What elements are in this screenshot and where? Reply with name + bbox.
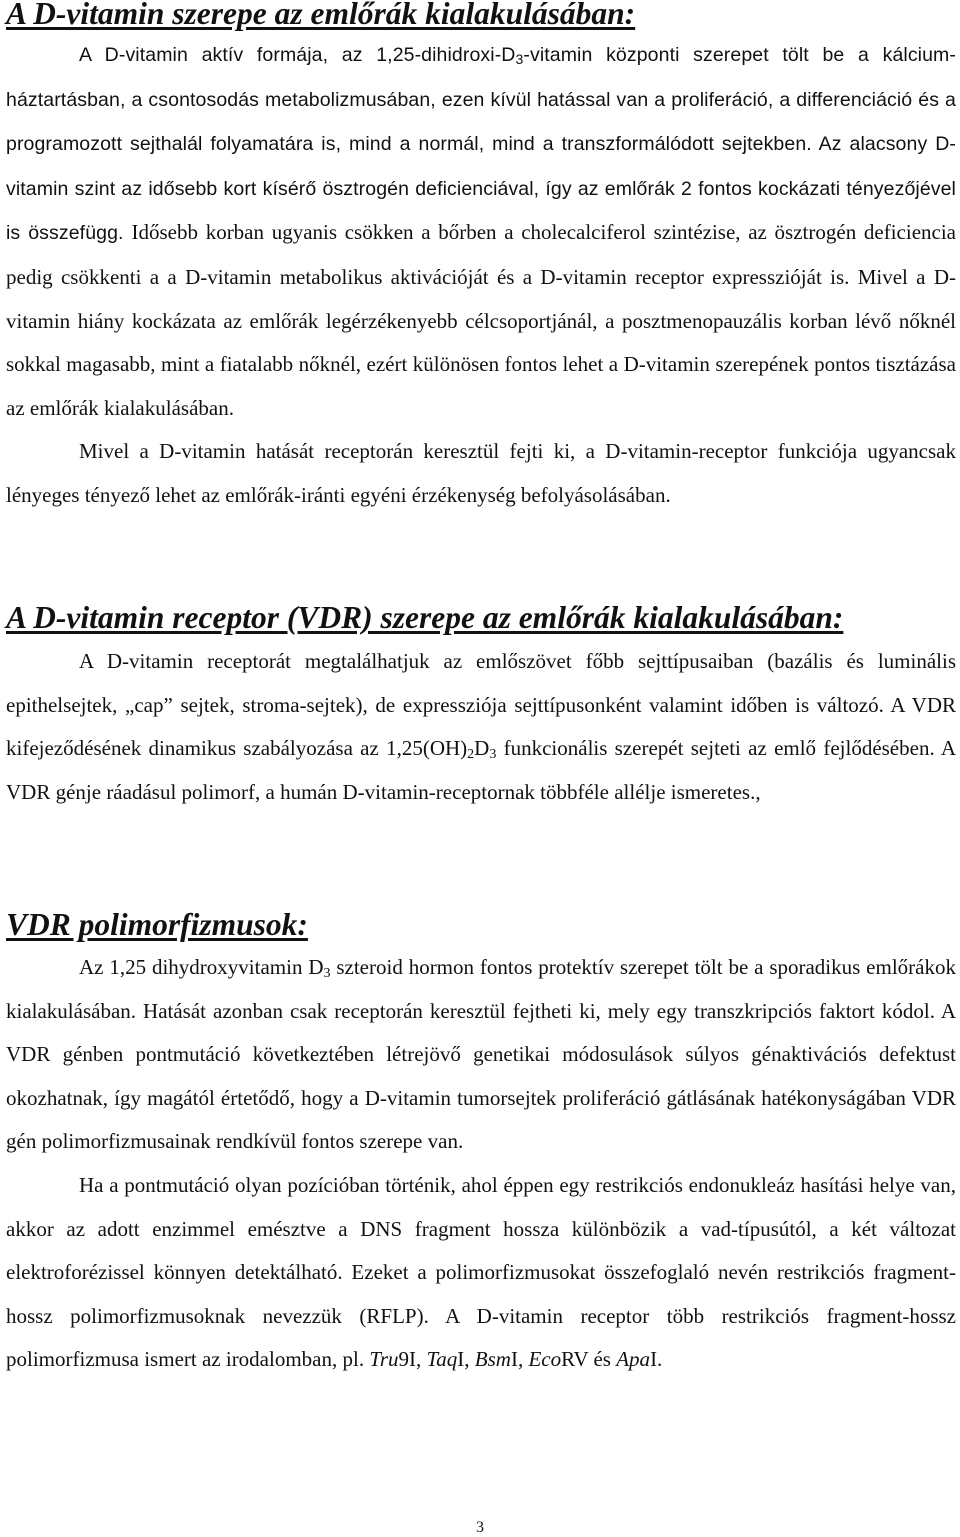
text-run: 9I, (398, 1347, 427, 1372)
section-body-vdr-polymorphisms (6, 946, 956, 1382)
text-run: Tru (369, 1347, 399, 1372)
paragraph (6, 640, 956, 814)
text-run: 3 (323, 966, 331, 981)
text-run: Bsm (474, 1347, 511, 1372)
section-body-vdr-role (6, 640, 956, 814)
text-run: I. (650, 1347, 663, 1372)
text-run: I, (457, 1347, 475, 1372)
paragraph (6, 33, 956, 430)
text-run: 3 (515, 51, 524, 67)
text-run: funkcionális szerepét sejteti az emlő fejlődésében. A VDR génje ráadásul polimorf, a humán D-vitamin-receptornak többféle allélje ismeretes., (6, 736, 956, 804)
text-run: szteroid hormon fontos protektív szerepet tölt be a sporadikus emlőrákok kialakulásában. Hatását azonban csak receptorán keresztül fejtheti ki, mely egy transzkripciós faktort kódol. A VDR génben pontmutáció következtében létrejövő genetikai módosulások súlyos génaktivációs defektust okozhatnak, így magától értetődő, hogy a D-vitamin tumorsejtek proliferáció gátlásának hatékonyságában VDR gén polimorfizmusainak rendkívül fontos szerepe van. (6, 955, 956, 1154)
text-run: Ha a pontmutáció olyan pozícióban történik, ahol éppen egy restrikciós endonukleáz hasítási helye van, akkor az adott enzimmel emésztve a DNS fragment hossza különbözik a vad-típusútól, a két változat elektroforézissel könnyen detektálható. Ezeket a polimorfizmusokat összefoglaló nevén restrikciós fragment-hossz polimorfizmusoknak nevezzük (RFLP). A D-vitamin receptor több restrikciós fragment-hossz polimorfizmusa ismert az irodalomban, pl. (6, 1172, 956, 1372)
text-run: 2 (467, 747, 475, 763)
page-number: 3 (476, 1519, 484, 1536)
text-run: A D-vitamin aktív formája, az 1,25-dihidroxi-D (79, 44, 516, 66)
text-run: 3 (489, 747, 497, 763)
paragraph (6, 1164, 956, 1382)
text-run: I, (510, 1347, 529, 1372)
text-run: Apa (616, 1347, 651, 1372)
section-heading-vdr-polymorphisms: VDR polimorfizmusok: (6, 907, 308, 942)
section-heading-vdr-role: A D-vitamin receptor (VDR) szerepe az emlőrák kialakulásában: (6, 600, 844, 635)
text-run: Idősebb korban ugyanis csökken a bőrben a cholecalciferol szintézise, az ösztrogén deficiencia pedig csökkenti a a D-vitamin metabolikus aktivációját és a D-vitamin receptor expresszióját is. Mivel a D-vitamin hiány kockázata az emlőrák legérzékenyebb célcsoportjánál, a posztmenopauzális korban lévő nőknél sokkal magasabb, mint a fiatalabb nőknél, ezért különösen fontos lehet a D-vitamin szerepének pontos tisztázása az emlőrák kialakulásában. (6, 220, 956, 420)
section-body-vitamin-d-role (6, 33, 956, 518)
text-run: Mivel a D-vitamin hatását receptorán keresztül fejti ki, a D-vitamin-receptor funkciója ugyancsak lényeges tényező lehet az emlőrák-iránti egyéni érzékenység befolyásolásában. (6, 439, 956, 507)
text-run: Eco (528, 1347, 562, 1372)
text-run: Az alacsony D-vitamin szint az idősebb kort kísérő ösztrogén deficienciával, így az emlőrák 2 fontos kockázati tényezőjével is összefügg. (6, 133, 956, 245)
text-run: A D-vitamin receptorát megtalálhatjuk az emlőszövet főbb sejttípusaiban (bazális és luminális epithelsejtek, „cap” sejtek, stroma-sejtek), de expressziója sejttípusonként valamint időben is változó. A VDR kifejeződésének dinamikus szabályozása az 1,25(OH) (6, 649, 956, 761)
text-run: Taq (426, 1347, 458, 1372)
paragraph (6, 430, 956, 517)
text-run: Az 1,25 dihydroxyvitamin D (79, 955, 324, 979)
text-run: D (474, 736, 490, 761)
section-heading-vitamin-d-role: A D-vitamin szerepe az emlőrák kialakulásában: (6, 0, 636, 31)
text-run: -vitamin központi szerepet tölt be a kálcium-háztartásban, a csontosodás metabolizmusában, ezen kívül hatással van a proliferáció, a differenciáció és a programozott sejthalál folyamatára is, mind a normál, mind a transzformálódott sejtekben. (6, 44, 956, 156)
text-run: RV és (561, 1347, 617, 1372)
paragraph (6, 946, 956, 1164)
